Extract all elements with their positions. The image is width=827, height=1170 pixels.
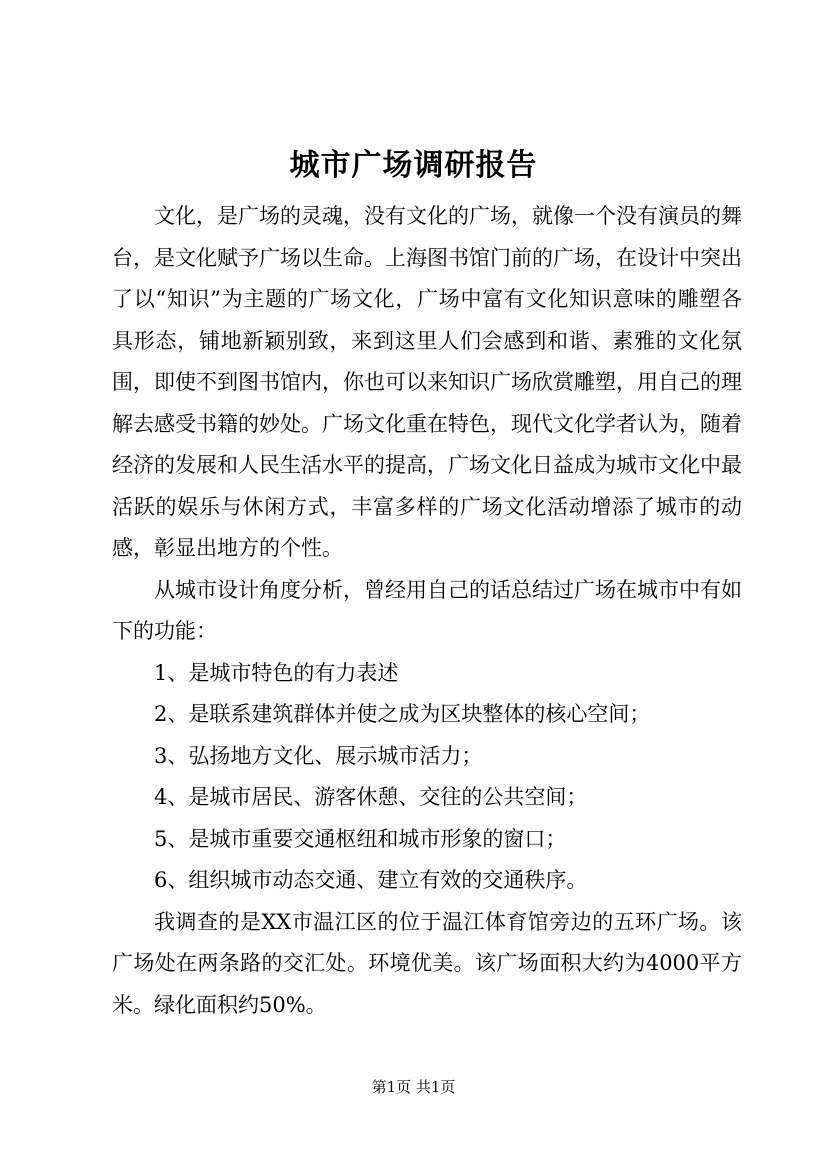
function-item-3: 3、弘扬地方文化、展示城市活力； <box>154 743 483 768</box>
paragraph-culture: 文化，是广场的灵魂，没有文化的广场，就像一个没有演员的舞台，是文化赋予广场以生命。上海图书馆门前的广场，在设计中突出了以“知识”为主题的广场文化，广场中富有文化知识意味的雕塑各具形态，铺地新颖别致，来到这里人们会感到和谐、素雅的文化氛围，即使不到图书馆内，你也可以来知识广场欣赏雕塑，用自己的理解去感受书籍的妙处。广场文化重在特色，现代文化学者认为，随着经济的发展和人民生活水平的提高，广场文化日益成为城市文化中最活跃的娱乐与休闲方式，丰富多样的广场文化活动增添了城市的动感，彰显出地方的个性。 <box>112 204 742 560</box>
function-item-1: 1、是城市特色的有力表述 <box>154 660 399 685</box>
paragraph-functions-intro: 从城市设计角度分析，曾经用自己的话总结过广场在城市中有如下的功能： <box>112 577 742 643</box>
function-item-5: 5、是城市重要交通枢纽和城市形象的窗口； <box>154 826 567 851</box>
page-number-footer: 第1页 共1页 <box>371 1078 456 1096</box>
function-item-2: 2、是联系建筑群体并使之成为区块整体的核心空间； <box>154 702 651 726</box>
function-list <box>112 653 742 902</box>
paragraph-survey: 我调查的是XX市温江区的位于温江体育馆旁边的五环广场。该广场处在两条路的交汇处。环境优美。该广场面积大约为4000平方米。绿化面积约50%。 <box>112 909 742 1017</box>
function-item-4: 4、是城市居民、游客休憩、交往的公共空间； <box>154 785 588 809</box>
document-title: 城市广场调研报告 <box>289 148 538 183</box>
document-body <box>112 196 742 1026</box>
function-item-6: 6、组织城市动态交通、建立有效的交通秩序。 <box>154 868 588 892</box>
